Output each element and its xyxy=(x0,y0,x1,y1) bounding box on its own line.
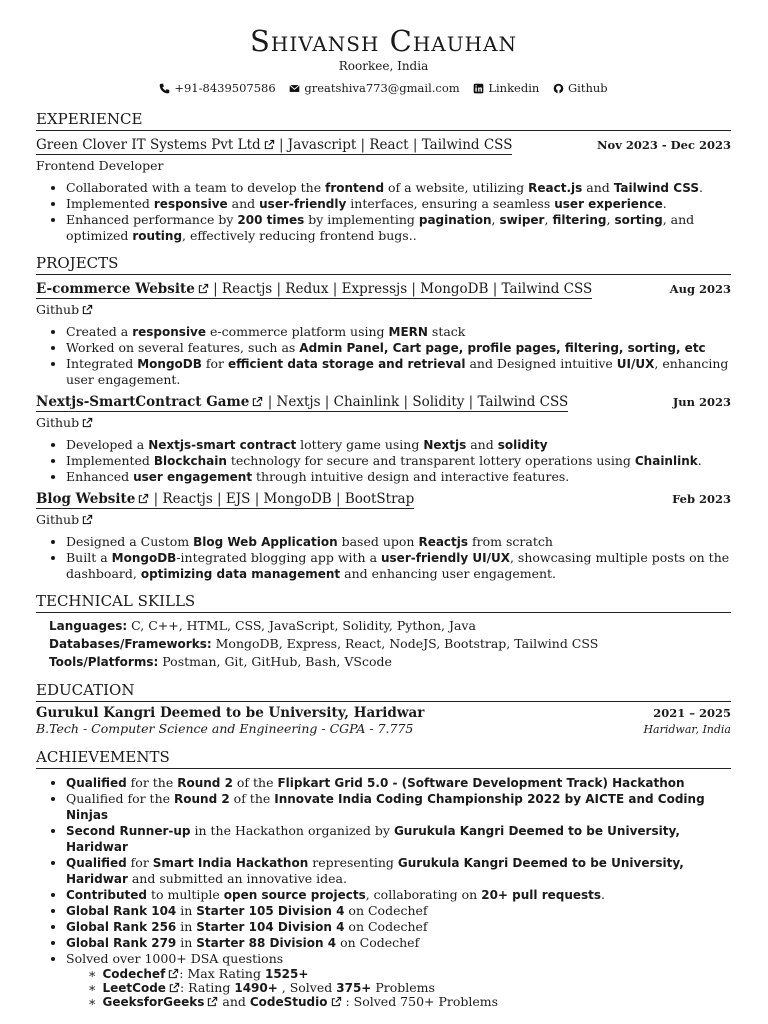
bold-text: MongoDB xyxy=(137,356,202,371)
bullet-item xyxy=(66,180,731,196)
achievement-item xyxy=(66,951,731,1009)
text-run: : Max Rating xyxy=(179,965,265,981)
skill-row xyxy=(49,617,731,635)
envelope-icon xyxy=(289,83,300,94)
bold-text: optimizing data management xyxy=(140,566,341,581)
text-run: of the xyxy=(229,790,275,806)
bold-text: Starter 105 Division 4 xyxy=(196,903,345,918)
achievement-item xyxy=(66,775,731,791)
education-details xyxy=(36,721,731,738)
text-run: and xyxy=(227,195,260,211)
skill-value: C, C++, HTML, CSS, JavaScript, Solidity, Python, Java xyxy=(127,617,476,633)
dsa-platform-item xyxy=(88,981,731,995)
external-link-icon[interactable] xyxy=(82,514,93,525)
bold-text: Reactjs xyxy=(418,534,469,549)
text-run: technology for secure and transparent lottery operations using xyxy=(226,452,635,468)
text-run: . xyxy=(662,195,667,211)
email-contact[interactable] xyxy=(289,80,459,96)
bold-text: 200 times xyxy=(237,212,305,227)
text-run: -integrated blogging app with a xyxy=(176,549,381,565)
linkedin-text: Linkedin xyxy=(488,81,540,95)
bullet-item xyxy=(66,324,731,340)
bold-text: Second Runner-up xyxy=(66,823,191,838)
bold-text: user-friendly UI/UX xyxy=(381,550,510,565)
section-heading-projects: PROJECTS xyxy=(36,254,731,275)
bold-text: 1525+ xyxy=(264,966,309,981)
phone-icon xyxy=(159,83,170,94)
bold-text: Gurukula Kangri Deemed to be University, Haridwar xyxy=(66,823,680,854)
bold-text: Smart India Hackathon xyxy=(152,855,309,870)
bold-text: Global Rank 279 xyxy=(66,935,177,950)
bold-text: Global Rank 256 xyxy=(66,919,177,934)
external-link-icon[interactable] xyxy=(82,417,93,428)
skill-value: Postman, Git, GitHub, Bash, VScode xyxy=(158,653,392,669)
bold-text: Nextjs-smart contract xyxy=(148,437,297,452)
text-run: on Codechef xyxy=(344,918,428,934)
github-link-text[interactable]: Github xyxy=(36,414,80,430)
text-run: , enhancing user engagement. xyxy=(66,355,729,387)
bullet-item xyxy=(66,356,731,388)
text-run: : Rating xyxy=(179,979,235,995)
project-bullets xyxy=(36,324,731,388)
education-years: 2021 – 2025 xyxy=(653,705,731,720)
email-text: greatshiva773@gmail.com xyxy=(304,81,460,95)
project-date: Jun 2023 xyxy=(672,394,731,409)
project-tech-stack: | Nextjs | Chainlink | Solidity | Tailwind CSS xyxy=(263,393,569,410)
project-bullets xyxy=(36,534,731,582)
bold-text: routing xyxy=(132,228,183,243)
dsa-platform-item xyxy=(88,995,731,1009)
skill-label: Tools/Platforms: xyxy=(49,654,159,669)
text-run: and xyxy=(582,179,614,195)
text-run: in xyxy=(176,934,197,950)
phone-contact[interactable] xyxy=(159,80,275,96)
text-run: , showcasing multiple posts on the dashboard, xyxy=(66,549,730,581)
section-heading-achievements: ACHIEVEMENTS xyxy=(36,748,731,769)
bold-text: Tailwind CSS xyxy=(613,180,699,195)
bold-text: Starter 88 Division 4 xyxy=(196,935,337,950)
bold-text: Qualified xyxy=(66,775,127,790)
external-link-icon[interactable] xyxy=(138,493,149,504)
project-title[interactable]: Nextjs-SmartContract Game xyxy=(36,393,250,410)
bold-text: Starter 104 Division 4 xyxy=(196,919,345,934)
bold-text[interactable]: CodeStudio xyxy=(249,994,328,1009)
external-link-icon[interactable] xyxy=(82,304,93,315)
external-link-icon[interactable] xyxy=(264,139,275,150)
section-heading-technical-skills: TECHNICAL SKILLS xyxy=(36,592,731,613)
bold-text: solidity xyxy=(497,437,548,452)
job-role: Frontend Developer xyxy=(36,157,164,173)
bold-text: Contributed xyxy=(66,887,147,902)
github-icon xyxy=(553,83,564,94)
text-run: Collaborated with a team to develop the xyxy=(66,179,326,195)
github-link[interactable] xyxy=(553,80,608,96)
degree-text: B.Tech - Computer Science and Engineering - CGPA - 7.775 xyxy=(36,720,414,736)
project-entry xyxy=(36,393,731,411)
text-run: . xyxy=(601,886,606,902)
project-github-link[interactable] xyxy=(36,512,731,528)
bold-text: Global Rank 104 xyxy=(66,903,177,918)
text-run: on Codechef xyxy=(336,934,420,950)
skills-list xyxy=(36,617,731,671)
external-link-icon[interactable] xyxy=(252,396,263,407)
text-run: of the xyxy=(232,774,278,790)
text-run: , collaborating on xyxy=(365,886,482,902)
text-run: Enhanced performance by xyxy=(66,211,238,227)
bullet-item xyxy=(66,469,731,485)
skill-value: MongoDB, Express, React, NodeJS, Bootstrap, Tailwind CSS xyxy=(211,635,599,651)
bold-text[interactable]: LeetCode xyxy=(102,980,166,995)
achievement-item xyxy=(66,823,731,855)
bullet-item xyxy=(66,534,731,550)
section-heading-experience: EXPERIENCE xyxy=(36,110,731,131)
text-run: Designed a Custom xyxy=(66,533,194,549)
text-run: Implemented xyxy=(66,195,154,211)
experience-date: Nov 2023 - Dec 2023 xyxy=(597,137,731,152)
text-run: Enhanced xyxy=(66,468,134,484)
text-run: and submitted an innovative idea. xyxy=(127,870,347,886)
text-run: of a website, utilizing xyxy=(384,179,529,195)
achievement-item xyxy=(66,935,731,951)
text-run: through intuitive design and interactive features. xyxy=(252,468,570,484)
text-run: in xyxy=(176,902,197,918)
external-link-icon[interactable] xyxy=(331,996,342,1007)
bold-text: Round 2 xyxy=(174,791,230,806)
bold-text: Innovate India Coding Championship 2022 by AICTE and Coding Ninjas xyxy=(66,791,705,822)
dsa-platform-item xyxy=(88,967,731,981)
experience-bullets xyxy=(36,180,731,244)
text-run: Integrated xyxy=(66,355,138,371)
bold-text: pagination xyxy=(418,212,492,227)
bold-text: frontend xyxy=(325,180,385,195)
company-name[interactable]: Green Clover IT Systems Pvt Ltd xyxy=(36,136,261,153)
bold-text: responsive xyxy=(153,196,228,211)
external-link-icon[interactable] xyxy=(168,968,179,979)
text-run: and xyxy=(466,436,498,452)
achievements-list xyxy=(36,775,731,1009)
text-run: . xyxy=(697,452,702,468)
project-github-link[interactable] xyxy=(36,302,731,318)
projects-list xyxy=(36,280,731,582)
skill-label: Databases/Frameworks: xyxy=(49,636,212,651)
bold-text: Nextjs xyxy=(423,437,467,452)
bold-text: Qualified xyxy=(66,855,127,870)
skill-row xyxy=(49,653,731,671)
bold-text: Admin Panel, Cart page, profile pages, filtering, sorting, etc xyxy=(299,340,706,355)
bold-text: 20+ pull requests xyxy=(481,887,602,902)
project-date: Aug 2023 xyxy=(669,281,731,296)
candidate-name: Shivansh Chauhan xyxy=(250,24,517,58)
text-run: , xyxy=(491,211,500,227)
bullet-item xyxy=(66,196,731,212)
bold-text: user engagement xyxy=(133,469,253,484)
bold-text: Chainlink xyxy=(634,453,698,468)
linkedin-icon xyxy=(473,83,484,94)
github-link-text[interactable]: Github xyxy=(36,301,80,317)
bold-text[interactable]: GeeksforGeeks xyxy=(102,994,205,1009)
text-run: interfaces, ensuring a seamless xyxy=(346,195,555,211)
text-run: . xyxy=(698,179,703,195)
resume-page xyxy=(36,24,731,1009)
text-run: and Designed intuitive xyxy=(465,355,617,371)
text-run: to multiple xyxy=(146,886,224,902)
bold-text: user-friendly xyxy=(259,196,347,211)
bold-text: MongoDB xyxy=(111,550,177,565)
project-bullets xyxy=(36,437,731,485)
bold-text: Blockchain xyxy=(153,453,227,468)
candidate-location: Roorkee, India xyxy=(338,59,429,73)
bold-text: UI/UX xyxy=(616,356,655,371)
external-link-icon[interactable] xyxy=(198,283,209,294)
external-link-icon[interactable] xyxy=(207,996,218,1007)
dsa-platform-list xyxy=(66,967,731,1009)
bullet-item xyxy=(66,212,731,244)
project-title[interactable]: Blog Website xyxy=(36,490,136,507)
text-run: based upon xyxy=(337,533,419,549)
bold-text: React.js xyxy=(528,180,583,195)
project-entry xyxy=(36,490,731,508)
bold-text: MERN xyxy=(388,324,428,339)
skill-row xyxy=(49,635,731,653)
text-run: Built a xyxy=(66,549,112,565)
project-title[interactable]: E-commerce Website xyxy=(36,280,195,297)
education-place: Haridwar, India xyxy=(643,722,731,736)
bold-text: 1490+ xyxy=(234,980,278,995)
text-run: in xyxy=(176,918,197,934)
bold-text: open source projects xyxy=(223,887,366,902)
achievement-item xyxy=(66,919,731,935)
bold-text: responsive xyxy=(132,324,207,339)
text-run: , effectively reducing frontend bugs.. xyxy=(182,227,417,243)
linkedin-link[interactable] xyxy=(473,80,539,96)
text-run: stack xyxy=(427,323,466,339)
text-run: for the xyxy=(126,774,178,790)
bullet-item xyxy=(66,550,731,582)
achievement-item xyxy=(66,791,731,823)
text-run: lottery game using xyxy=(296,436,424,452)
text-run: Solved over 1000+ DSA questions xyxy=(66,950,284,966)
text-run: in the Hackathon organized by xyxy=(190,822,394,838)
text-run: Problems xyxy=(371,979,435,995)
achievement-item xyxy=(66,887,731,903)
text-run: Implemented xyxy=(66,452,154,468)
project-tech-stack: | Reactjs | EJS | MongoDB | BootStrap xyxy=(149,490,415,507)
github-link-text[interactable]: Github xyxy=(36,511,80,527)
external-link-icon[interactable] xyxy=(169,982,180,993)
bullet-item xyxy=(66,437,731,453)
text-run: Created a xyxy=(66,323,133,339)
text-run: from scratch xyxy=(468,533,553,549)
bold-text: Round 2 xyxy=(177,775,233,790)
bold-text: Blog Web Application xyxy=(193,534,338,549)
education-entry xyxy=(36,705,731,721)
text-run: and xyxy=(218,993,250,1009)
text-run: Qualified for the xyxy=(66,790,175,806)
bold-text: Flipkart Grid 5.0 - (Software Development Track) Hackathon xyxy=(277,775,685,790)
bold-text: efficient data storage and retrieval xyxy=(227,356,466,371)
phone-text: +91-8439507586 xyxy=(174,81,276,95)
achievement-item xyxy=(66,855,731,887)
text-run: on Codechef xyxy=(344,902,428,918)
bold-text[interactable]: Codechef xyxy=(102,966,166,981)
skill-label: Languages: xyxy=(49,618,128,633)
text-run: , xyxy=(606,211,615,227)
bold-text: Gurukula Kangri Deemed to be University, Haridwar xyxy=(66,855,684,886)
project-date: Feb 2023 xyxy=(672,491,731,506)
text-run: Worked on several features, such as xyxy=(66,339,300,355)
text-run: representing xyxy=(308,854,398,870)
project-entry xyxy=(36,280,731,298)
github-text: Github xyxy=(567,81,608,95)
bullet-item xyxy=(66,340,731,356)
text-run: e-commerce platform using xyxy=(206,323,389,339)
text-run: and enhancing user engagement. xyxy=(340,565,557,581)
university-name: Gurukul Kangri Deemed to be University, Haridwar xyxy=(36,704,425,721)
section-heading-education: EDUCATION xyxy=(36,681,731,702)
text-run: Developed a xyxy=(66,436,149,452)
project-tech-stack: | Reactjs | Redux | Expressjs | MongoDB | Tailwind CSS xyxy=(208,280,593,297)
achievement-item xyxy=(66,903,731,919)
text-run: : Solved 750+ Problems xyxy=(341,993,499,1009)
bullet-item xyxy=(66,453,731,469)
bold-text: filtering xyxy=(552,212,607,227)
bold-text: sorting xyxy=(614,212,663,227)
text-run: , Solved xyxy=(277,979,337,995)
bold-text: user experience xyxy=(554,196,663,211)
bold-text: swiper xyxy=(499,212,545,227)
text-run: , xyxy=(544,211,553,227)
text-run: for xyxy=(201,355,228,371)
experience-entry xyxy=(36,136,731,154)
experience-tech-stack: | Javascript | React | Tailwind CSS xyxy=(274,136,513,153)
text-run: for xyxy=(126,854,153,870)
text-run: , and optimized xyxy=(66,211,695,243)
project-github-link[interactable] xyxy=(36,415,731,431)
text-run: by implementing xyxy=(304,211,419,227)
bold-text: 375+ xyxy=(336,980,372,995)
contact-bar xyxy=(36,80,731,98)
